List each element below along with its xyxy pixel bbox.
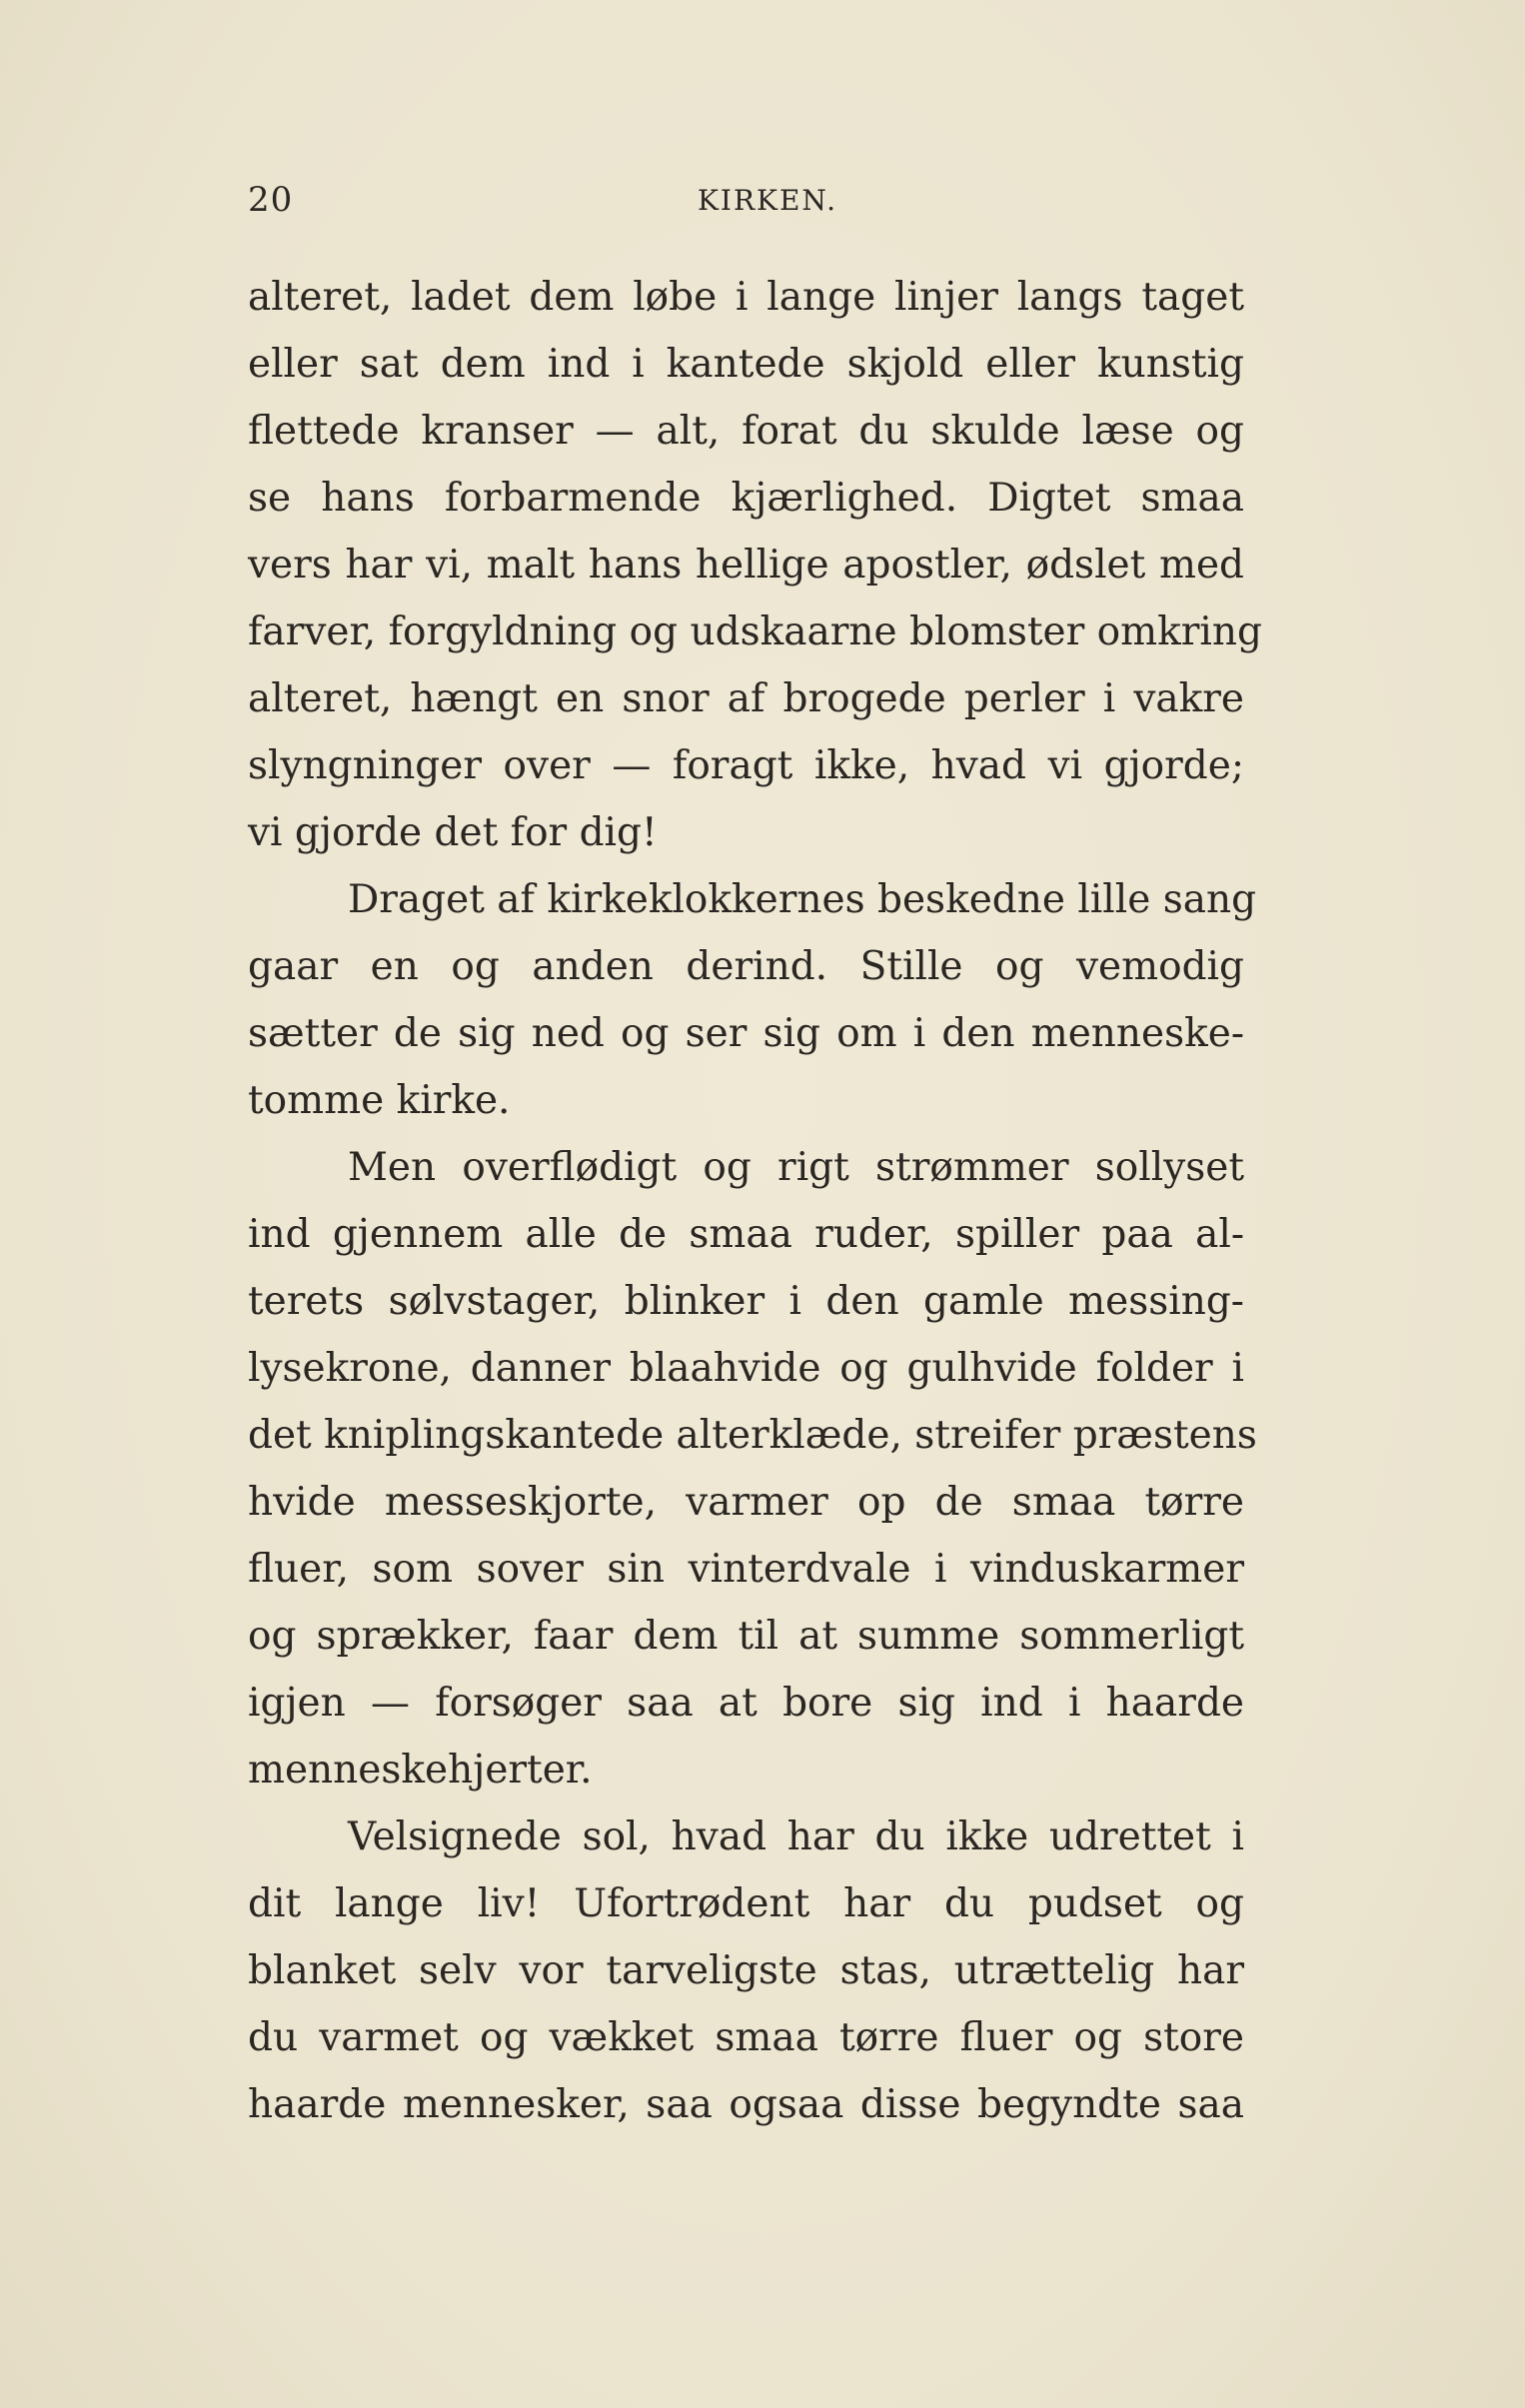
- text-line: flettede kranser — alt, forat du skulde læse og: [248, 409, 1244, 454]
- text-line: tomme kirke.: [248, 1078, 511, 1123]
- text-line: gaar en og anden derind. Stille og vemodig: [248, 944, 1244, 989]
- text-line: ind gjennem alle de smaa ruder, spiller paa al-: [248, 1212, 1244, 1257]
- text-line: se hans forbarmende kjærlighed. Digtet smaa: [248, 476, 1244, 521]
- text-line: Men overflødigt og rigt strømmer sollyset: [348, 1145, 1244, 1190]
- text-line: vi gjorde det for dig!: [248, 810, 658, 855]
- text-line: alteret, ladet dem løbe i lange linjer langs taget: [248, 275, 1244, 320]
- text-line: Velsignede sol, hvad har du ikke udrettet i: [348, 1814, 1244, 1859]
- text-line: fluer, som sover sin vinterdvale i vinduskarmer: [248, 1547, 1244, 1592]
- page-number: 20: [248, 180, 294, 220]
- text-line: farver, forgyldning og udskaarne blomster omkring: [248, 609, 1262, 654]
- body-text: [248, 264, 1262, 2138]
- text-line: og sprækker, faar dem til at summe sommerligt: [248, 1614, 1244, 1659]
- text-line: vers har vi, malt hans hellige apostler, ødslet med: [248, 543, 1244, 588]
- running-title: KIRKEN.: [698, 184, 838, 217]
- text-line: hvide messeskjorte, varmer op de smaa tørre: [248, 1480, 1244, 1525]
- text-line: Draget af kirkeklokkernes beskedne lille sang: [348, 877, 1257, 922]
- text-line: igjen — forsøger saa at bore sig ind i haarde: [248, 1681, 1244, 1726]
- page-header: [248, 180, 1244, 230]
- text-line: slyngninger over — foragt ikke, hvad vi gjorde;: [248, 743, 1244, 788]
- text-line: haarde mennesker, saa ogsaa disse begyndte saa: [248, 2082, 1244, 2127]
- text-line: sætter de sig ned og ser sig om i den menneske-: [248, 1011, 1244, 1056]
- text-line: alteret, hængt en snor af brogede perler i vakre: [248, 676, 1244, 721]
- text-line: dit lange liv! Ufortrødent har du pudset og: [248, 1881, 1244, 1926]
- text-line: lysekrone, danner blaahvide og gulhvide folder i: [248, 1346, 1244, 1391]
- text-line: du varmet og vækket smaa tørre fluer og store: [248, 2015, 1244, 2060]
- text-line: menneskehjerter.: [248, 1748, 593, 1793]
- text-line: terets sølvstager, blinker i den gamle messing-: [248, 1279, 1244, 1324]
- text-line: eller sat dem ind i kantede skjold eller kunstig: [248, 342, 1244, 387]
- text-line: det kniplingskantede alterklæde, streifer præstens: [248, 1413, 1257, 1458]
- text-line: blanket selv vor tarveligste stas, utrættelig har: [248, 1948, 1244, 1993]
